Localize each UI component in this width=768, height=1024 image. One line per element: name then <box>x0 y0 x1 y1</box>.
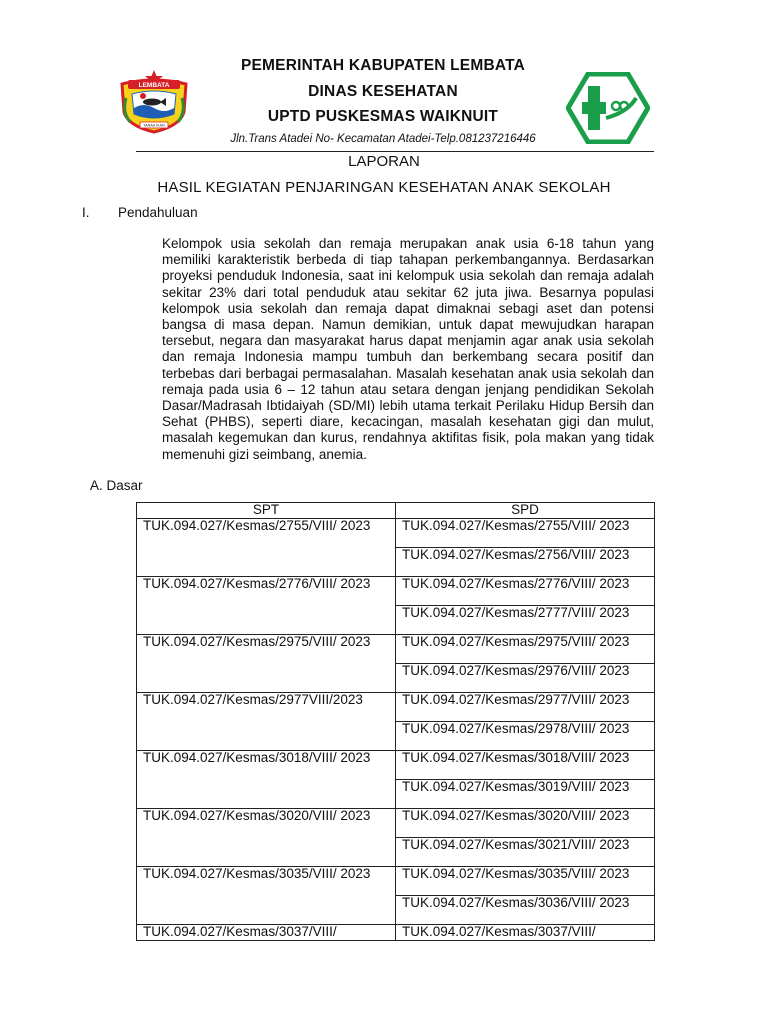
lembata-emblem-logo <box>116 68 192 134</box>
report-title: LAPORAN <box>348 153 420 170</box>
spt-cell: TUK.094.027/Kesmas/2755/VIII/ 2023 <box>137 519 396 577</box>
header-unit-title: UPTD PUSKESMAS WAIKNUIT <box>267 108 499 125</box>
spt-cell: TUK.094.027/Kesmas/3037/VIII/ <box>137 925 396 941</box>
table-row <box>137 925 655 941</box>
dasar-table <box>136 502 655 941</box>
table-row <box>137 751 655 780</box>
spd-cell: TUK.094.027/Kesmas/2976/VIII/ 2023 <box>396 664 655 693</box>
section-title: Pendahuluan <box>118 205 198 220</box>
emblem-banner-text: LEMBATA <box>138 82 170 89</box>
spd-cell: TUK.094.027/Kesmas/2975/VIII/ 2023 <box>396 635 655 664</box>
column-header-spt: SPT <box>137 503 396 519</box>
section-number: I. <box>82 205 90 220</box>
spt-cell: TUK.094.027/Kesmas/3035/VIII/ 2023 <box>137 867 396 925</box>
table-row <box>137 635 655 664</box>
spd-cell: TUK.094.027/Kesmas/2776/VIII/ 2023 <box>396 577 655 606</box>
emblem-motto-text: TANAH IKAN <box>143 123 165 128</box>
spt-cell: TUK.094.027/Kesmas/3018/VIII/ 2023 <box>137 751 396 809</box>
spd-cell: TUK.094.027/Kesmas/3020/VIII/ 2023 <box>396 809 655 838</box>
spt-cell: TUK.094.027/Kesmas/2975/VIII/ 2023 <box>137 635 396 693</box>
header-address: Jln.Trans Atadei No- Kecamatan Atadei-Telp.081237216446 <box>230 133 536 145</box>
report-subtitle: HASIL KEGIATAN PENJARINGAN KESEHATAN ANAK SEKOLAH <box>157 179 611 196</box>
spt-cell: TUK.094.027/Kesmas/3020/VIII/ 2023 <box>137 809 396 867</box>
spd-cell: TUK.094.027/Kesmas/3018/VIII/ 2023 <box>396 751 655 780</box>
spd-cell: TUK.094.027/Kesmas/3019/VIII/ 2023 <box>396 780 655 809</box>
spd-cell: TUK.094.027/Kesmas/3036/VIII/ 2023 <box>396 896 655 925</box>
header-government-title: PEMERINTAH KABUPATEN LEMBATA <box>240 57 525 74</box>
spd-cell: TUK.094.027/Kesmas/2755/VIII/ 2023 <box>396 519 655 548</box>
table-row <box>137 693 655 722</box>
table-row <box>137 577 655 606</box>
spt-cell: TUK.094.027/Kesmas/2977VIII/2023 <box>137 693 396 751</box>
spd-cell: TUK.094.027/Kesmas/2978/VIII/ 2023 <box>396 722 655 751</box>
subsection-heading: A. Dasar <box>90 478 143 493</box>
spd-cell: TUK.094.027/Kesmas/3037/VIII/ <box>396 925 655 941</box>
table-row <box>137 519 655 548</box>
header-department-title: DINAS KESEHATAN <box>308 83 458 100</box>
spt-cell: TUK.094.027/Kesmas/2776/VIII/ 2023 <box>137 577 396 635</box>
header-divider <box>136 151 654 152</box>
introduction-paragraph: Kelompok usia sekolah dan remaja merupakan anak usia 6-18 tahun yang memiliki karakteristik berbeda di tiap tahapan perkembangannya. Berdasarkan proyeksi penduduk Indonesia, saat ini kelompuk usia sekolah dan remaja adalah sekitar 23% dari total penduduk atau sekitar 62 juta jiwa. Besarnya populasi kelompok usia sekolah dan remaja dapat dimaknai sebagi aset dan potensi bangsa di masa depan. Namun demikian, untuk dapat mewujudkan harapan tersebut, negara dan masyarakat harus dapat menjamin agar anak usia sekolah dan remaja Indonesia mampu tumbuh dan berkembang secara positif dan terbebas dari berbagai permasalahan. Masalah kesehatan anak usia sekolah dan remaja pada usia 6 – 12 tahun atau setara dengan jenjang pendidikan Sekolah Dasar/Madrasah Ibtidaiyah (SD/MI) lebih utama terkait Perilaku Hidup Bersih dan Sehat (PHBS), seperti diare, kecacingan, masalah kesehatan gigi dan mulut, masalah kegemukan dan kurus, rendahnya aktifitas fisik, pola makan yang tidak memenuhi gizi seimbang, anemia. <box>162 236 654 462</box>
puskesmas-logo <box>566 72 650 144</box>
spd-cell: TUK.094.027/Kesmas/2777/VIII/ 2023 <box>396 606 655 635</box>
spd-cell: TUK.094.027/Kesmas/2756/VIII/ 2023 <box>396 548 655 577</box>
spd-cell: TUK.094.027/Kesmas/2977/VIII/ 2023 <box>396 693 655 722</box>
spd-cell: TUK.094.027/Kesmas/3035/VIII/ 2023 <box>396 867 655 896</box>
table-row <box>137 867 655 896</box>
column-header-spd: SPD <box>396 503 655 519</box>
spd-cell: TUK.094.027/Kesmas/3021/VIII/ 2023 <box>396 838 655 867</box>
table-header-row <box>137 503 655 519</box>
table-row <box>137 809 655 838</box>
